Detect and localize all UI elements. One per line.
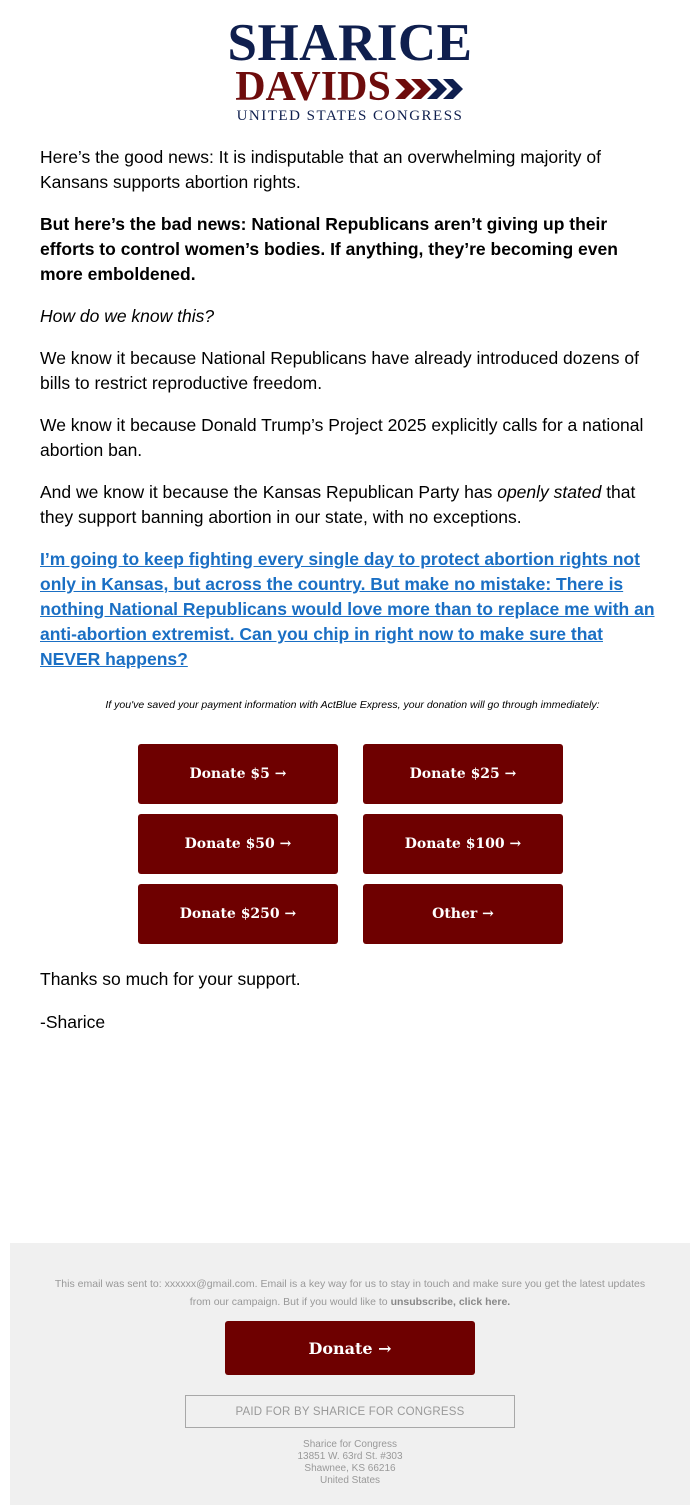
donate-button-grid bbox=[138, 744, 563, 944]
donate-250-button[interactable]: Donate $250 → bbox=[138, 884, 338, 944]
donate-other-button[interactable]: Other → bbox=[363, 884, 563, 944]
address-line: 13851 W. 63rd St. #303 bbox=[297, 1451, 403, 1462]
actblue-express-note: If you've saved your payment information with ActBlue Express, your donation will go through immediately: bbox=[105, 699, 600, 711]
address-line: United States bbox=[319, 1475, 381, 1486]
donate-50-button[interactable]: Donate $50 → bbox=[138, 814, 338, 874]
email-footer bbox=[10, 1243, 690, 1505]
chevron-arrows-icon bbox=[395, 77, 465, 101]
donate-5-button[interactable]: Donate $5 → bbox=[138, 744, 338, 804]
donate-25-button[interactable]: Donate $25 → bbox=[363, 744, 563, 804]
signoff bbox=[40, 967, 301, 1053]
paragraph-question: How do we know this? bbox=[40, 306, 215, 326]
donate-appeal-link[interactable]: I’m going to keep fighting every single day to protect abortion rights not only in Kansas, but across the country. But make no mistake: There is nothing National Republicans would love more than to replace me with an anti-abortion extremist. Can you chip in right now to make sure that NEVER happens? bbox=[40, 549, 655, 669]
footer-disclaimer: This email was sent to: xxxxxx@gmail.com. Email is a key way for us to stay in touch and make sure you get the latest updates from our campaign. But if you would like to unsubscribe, click here. bbox=[54, 1278, 646, 1308]
email-body bbox=[40, 145, 665, 729]
unsubscribe-link[interactable]: unsubscribe, click here. bbox=[390, 1296, 511, 1308]
address-line: Sharice for Congress bbox=[303, 1439, 397, 1450]
donate-100-button[interactable]: Donate $100 → bbox=[363, 814, 563, 874]
paragraph-good-news: Here’s the good news: It is indisputable that an overwhelming majority of Kansans supports abortion rights. bbox=[40, 147, 601, 192]
signature: -Sharice bbox=[40, 1012, 106, 1032]
logo-last-name: DAVIDS bbox=[235, 64, 391, 110]
thanks-text: Thanks so much for your support. bbox=[40, 969, 301, 989]
paid-for-disclaimer: PAID FOR BY SHARICE FOR CONGRESS bbox=[185, 1395, 515, 1428]
emphasis-openly-stated: openly stated bbox=[497, 482, 602, 502]
address-line: Shawnee, KS 66216 bbox=[304, 1463, 396, 1474]
logo-first-name: SHARICE bbox=[227, 14, 473, 72]
paragraph-bills: We know it because National Republicans have already introduced dozens of bills to restrict reproductive freedom. bbox=[40, 348, 639, 393]
paragraph-bad-news: But here’s the bad news: National Republicans aren’t giving up their efforts to control women’s bodies. If anything, they’re becoming even more emboldened. bbox=[40, 214, 618, 284]
paragraph-project-2025: We know it because Donald Trump’s Project 2025 explicitly calls for a national abortion ban. bbox=[40, 415, 644, 460]
mailing-address bbox=[10, 1439, 690, 1487]
recipient-email: xxxxxx@gmail.com bbox=[164, 1278, 255, 1290]
paragraph-kansas-gop: And we know it because the Kansas Republican Party has openly stated that they support banning abortion in our state, with no exceptions. bbox=[40, 482, 636, 527]
footer-donate-button[interactable]: Donate → bbox=[225, 1321, 475, 1375]
campaign-logo bbox=[0, 14, 700, 125]
logo-subtitle: UNITED STATES CONGRESS bbox=[236, 108, 464, 124]
